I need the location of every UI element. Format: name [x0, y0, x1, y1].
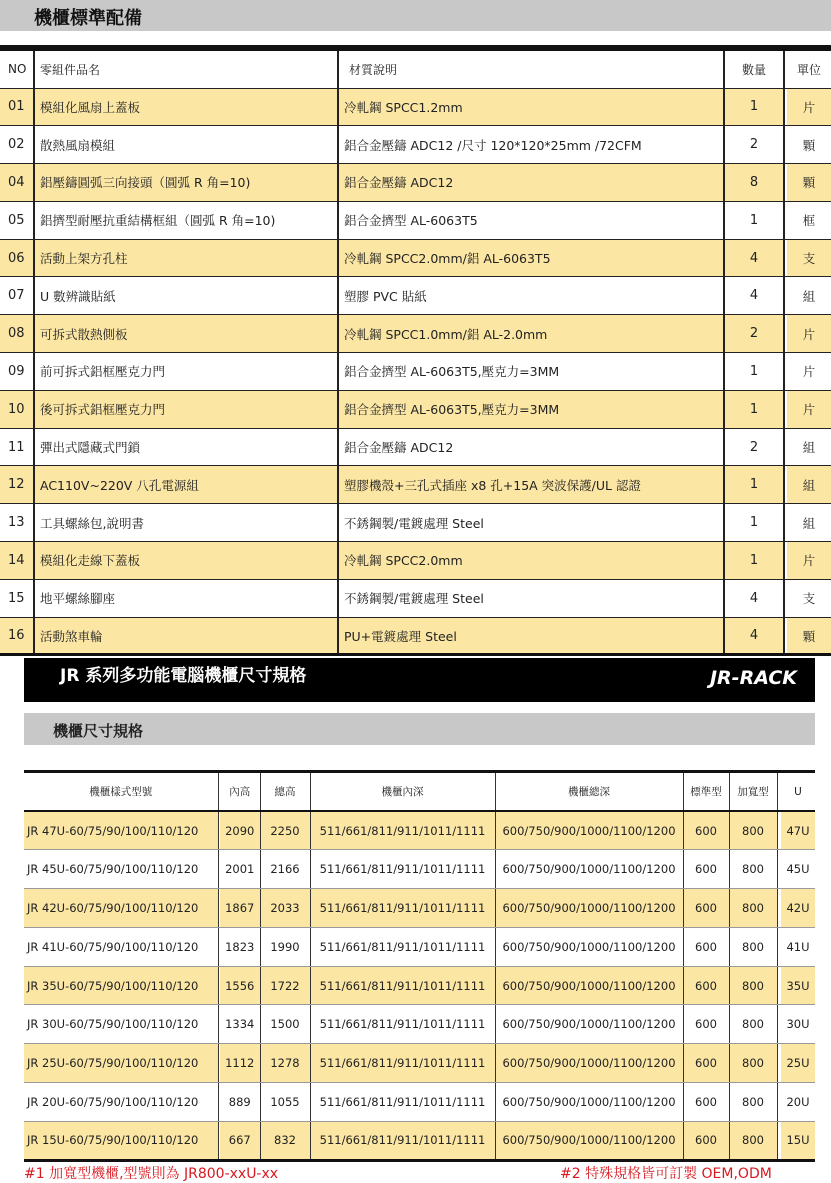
header-qty: 數量: [724, 51, 784, 88]
part-no: 04: [0, 164, 34, 202]
parts-row: [0, 277, 831, 315]
part-material: 鋁合金擠型 AL-6063T5,壓克力=3MM: [338, 390, 724, 428]
header-material: 材質說明: [338, 51, 724, 88]
part-material: 不銹鋼製/電鍍處理 Steel: [338, 504, 724, 542]
part-no: 08: [0, 315, 34, 353]
part-material: 塑膠機殼+三孔式插座 x8 孔+15A 突波保護/UL 認證: [338, 466, 724, 504]
part-name: 可拆式散熱側板: [34, 315, 338, 353]
dim-standard: 600: [683, 927, 729, 966]
part-qty: 1: [724, 88, 784, 126]
part-material: 鋁合金壓鑄 ADC12 /尺寸 120*120*25mm /72CFM: [338, 126, 724, 164]
part-unit: 支: [787, 239, 831, 277]
dims-row: [24, 1121, 815, 1160]
dim-total-depth: 600/750/900/1000/1100/1200: [495, 927, 683, 966]
dim-inner-height: 1867: [220, 889, 260, 928]
dim-standard: 600: [683, 889, 729, 928]
part-qty: 2: [724, 315, 784, 353]
part-no: 05: [0, 201, 34, 239]
part-unit: 顆: [787, 164, 831, 202]
parts-row: [0, 579, 831, 617]
dim-wide: 800: [729, 1005, 777, 1044]
dim-inner-height: 2001: [220, 850, 260, 889]
part-material: 冷軋鋼 SPCC2.0mm/鋁 AL-6063T5: [338, 239, 724, 277]
header-unit: 單位: [787, 51, 831, 88]
part-no: 13: [0, 504, 34, 542]
part-material: 塑膠 PVC 貼紙: [338, 277, 724, 315]
part-unit: 支: [787, 579, 831, 617]
dim-inner-depth: 511/661/811/911/1011/1111: [310, 889, 495, 928]
dim-total-height: 1278: [260, 1044, 310, 1083]
part-unit: 組: [787, 504, 831, 542]
dim-total-height: 2033: [260, 889, 310, 928]
part-material: PU+電鍍處理 Steel: [338, 617, 724, 655]
dim-wide: 800: [729, 1121, 777, 1160]
dim-u: 47U: [781, 811, 815, 850]
part-material: 鋁合金擠型 AL-6063T5,壓克力=3MM: [338, 353, 724, 391]
dim-inner-height: 2090: [220, 811, 260, 850]
dims-row: [24, 1044, 815, 1083]
dim-total-height: 2250: [260, 811, 310, 850]
part-no: 10: [0, 390, 34, 428]
dim-inner-height: 1334: [220, 1005, 260, 1044]
part-name: U 數辨識貼紙: [34, 277, 338, 315]
series-banner: [24, 658, 815, 702]
part-name: 地平螺絲腳座: [34, 579, 338, 617]
parts-row: [0, 164, 831, 202]
dim-inner-depth: 511/661/811/911/1011/1111: [310, 1005, 495, 1044]
part-qty: 4: [724, 579, 784, 617]
dim-total-depth: 600/750/900/1000/1100/1200: [495, 850, 683, 889]
dims-row: [24, 889, 815, 928]
part-qty: 1: [724, 466, 784, 504]
dim-model: JR 30U-60/75/90/100/110/120: [24, 1005, 218, 1044]
parts-row: [0, 315, 831, 353]
dim-total-height: 2166: [260, 850, 310, 889]
dims-row: [24, 966, 815, 1005]
dims-row: [24, 811, 815, 850]
parts-table: [0, 51, 831, 656]
part-unit: 片: [787, 315, 831, 353]
part-name: 前可拆式鋁框壓克力門: [34, 353, 338, 391]
parts-row: [0, 542, 831, 580]
parts-row: [0, 617, 831, 655]
part-name: 活動煞車輪: [34, 617, 338, 655]
part-no: 02: [0, 126, 34, 164]
parts-row: [0, 428, 831, 466]
part-unit: 片: [787, 390, 831, 428]
header-model: 機櫃樣式型號: [24, 773, 218, 811]
part-unit: 片: [787, 88, 831, 126]
dim-inner-height: 889: [220, 1083, 260, 1122]
dim-model: JR 41U-60/75/90/100/110/120: [24, 927, 218, 966]
dim-standard: 600: [683, 850, 729, 889]
part-material: 鋁合金擠型 AL-6063T5: [338, 201, 724, 239]
part-qty: 1: [724, 353, 784, 391]
dim-total-depth: 600/750/900/1000/1100/1200: [495, 1044, 683, 1083]
part-name: 模組化走線下蓋板: [34, 542, 338, 580]
part-unit: 顆: [787, 126, 831, 164]
part-qty: 2: [724, 428, 784, 466]
header-total-depth: 機櫃總深: [495, 773, 683, 811]
series-title: JR 系列多功能電腦機櫃尺寸規格: [60, 666, 307, 686]
dim-wide: 800: [729, 1083, 777, 1122]
dim-u: 41U: [781, 927, 815, 966]
header-inner-depth: 機櫃內深: [310, 773, 495, 811]
dim-wide: 800: [729, 1044, 777, 1083]
part-material: 冷軋鋼 SPCC1.2mm: [338, 88, 724, 126]
part-qty: 4: [724, 617, 784, 655]
part-name: 後可拆式鋁框壓克力門: [34, 390, 338, 428]
section-title: 機櫃標準配備: [34, 8, 142, 29]
part-no: 01: [0, 88, 34, 126]
dim-model: JR 15U-60/75/90/100/110/120: [24, 1121, 218, 1160]
part-name: 散熱風扇模組: [34, 126, 338, 164]
dim-inner-height: 1823: [220, 927, 260, 966]
header-wide: 加寬型: [729, 773, 777, 811]
dim-u: 35U: [781, 966, 815, 1005]
part-unit: 片: [787, 542, 831, 580]
dim-total-height: 1500: [260, 1005, 310, 1044]
dims-row: [24, 1005, 815, 1044]
part-no: 07: [0, 277, 34, 315]
header-u: U: [781, 773, 815, 811]
dim-standard: 600: [683, 1044, 729, 1083]
dim-inner-depth: 511/661/811/911/1011/1111: [310, 850, 495, 889]
part-name: 彈出式隱藏式門鎖: [34, 428, 338, 466]
part-unit: 組: [787, 466, 831, 504]
dims-row: [24, 1083, 815, 1122]
dim-u: 30U: [781, 1005, 815, 1044]
footnotes: [24, 1163, 815, 1183]
dim-u: 20U: [781, 1083, 815, 1122]
part-qty: 4: [724, 239, 784, 277]
part-name: 模組化風扇上蓋板: [34, 88, 338, 126]
dim-standard: 600: [683, 966, 729, 1005]
part-qty: 1: [724, 542, 784, 580]
dim-model: JR 25U-60/75/90/100/110/120: [24, 1044, 218, 1083]
part-name: 活動上架方孔柱: [34, 239, 338, 277]
parts-row: [0, 239, 831, 277]
dim-wide: 800: [729, 927, 777, 966]
parts-row: [0, 390, 831, 428]
dim-standard: 600: [683, 811, 729, 850]
part-unit: 組: [787, 428, 831, 466]
dim-wide: 800: [729, 811, 777, 850]
dim-model: JR 35U-60/75/90/100/110/120: [24, 966, 218, 1005]
dim-inner-height: 1556: [220, 966, 260, 1005]
part-no: 12: [0, 466, 34, 504]
header-name: 零組件品名: [34, 51, 338, 88]
dim-total-depth: 600/750/900/1000/1100/1200: [495, 889, 683, 928]
dim-inner-depth: 511/661/811/911/1011/1111: [310, 1044, 495, 1083]
dim-total-depth: 600/750/900/1000/1100/1200: [495, 1005, 683, 1044]
part-no: 16: [0, 617, 34, 655]
header-inner-height: 內高: [220, 773, 260, 811]
parts-row: [0, 353, 831, 391]
dims-header-row: [24, 773, 815, 811]
dim-inner-depth: 511/661/811/911/1011/1111: [310, 927, 495, 966]
part-no: 09: [0, 353, 34, 391]
header-total-height: 總高: [260, 773, 310, 811]
dim-standard: 600: [683, 1083, 729, 1122]
note-custom-oem: #2 特殊規格皆可訂製 OEM,ODM: [560, 1166, 772, 1182]
dim-u: 25U: [781, 1044, 815, 1083]
part-qty: 8: [724, 164, 784, 202]
dim-model: JR 20U-60/75/90/100/110/120: [24, 1083, 218, 1122]
part-unit: 框: [787, 201, 831, 239]
part-unit: 顆: [787, 617, 831, 655]
part-qty: 1: [724, 390, 784, 428]
part-qty: 2: [724, 126, 784, 164]
dim-inner-depth: 511/661/811/911/1011/1111: [310, 966, 495, 1005]
part-material: 冷軋鋼 SPCC2.0mm: [338, 542, 724, 580]
part-no: 14: [0, 542, 34, 580]
parts-row: [0, 88, 831, 126]
dim-inner-depth: 511/661/811/911/1011/1111: [310, 811, 495, 850]
part-name: AC110V~220V 八孔電源組: [34, 466, 338, 504]
part-material: 鋁合金壓鑄 ADC12: [338, 428, 724, 466]
dims-table: [24, 773, 815, 1162]
parts-row: [0, 126, 831, 164]
dim-inner-depth: 511/661/811/911/1011/1111: [310, 1083, 495, 1122]
part-qty: 1: [724, 201, 784, 239]
part-name: 鋁擠型耐壓抗重結構框組（圓弧 R 角=10): [34, 201, 338, 239]
dim-model: JR 42U-60/75/90/100/110/120: [24, 889, 218, 928]
part-name: 工具螺絲包,說明書: [34, 504, 338, 542]
dim-total-height: 832: [260, 1121, 310, 1160]
dim-total-depth: 600/750/900/1000/1100/1200: [495, 966, 683, 1005]
part-name: 鋁壓鑄圓弧三向接頭（圓弧 R 角=10): [34, 164, 338, 202]
dims-title-bar: [24, 713, 815, 745]
part-no: 11: [0, 428, 34, 466]
dim-u: 15U: [781, 1121, 815, 1160]
dim-u: 45U: [781, 850, 815, 889]
parts-row: [0, 466, 831, 504]
dim-standard: 600: [683, 1005, 729, 1044]
dim-u: 42U: [781, 889, 815, 928]
dim-total-depth: 600/750/900/1000/1100/1200: [495, 1121, 683, 1160]
part-unit: 片: [787, 353, 831, 391]
dim-wide: 800: [729, 966, 777, 1005]
dim-total-height: 1055: [260, 1083, 310, 1122]
dim-inner-height: 1112: [220, 1044, 260, 1083]
dims-title: 機櫃尺寸規格: [53, 722, 144, 740]
brand-logo: JR-RACK: [709, 667, 797, 689]
dim-total-height: 1722: [260, 966, 310, 1005]
dims-row: [24, 927, 815, 966]
section-title-bar: [0, 0, 831, 31]
dim-inner-height: 667: [220, 1121, 260, 1160]
dim-inner-depth: 511/661/811/911/1011/1111: [310, 1121, 495, 1160]
header-standard: 標準型: [683, 773, 729, 811]
header-no: NO: [0, 51, 34, 88]
dim-model: JR 45U-60/75/90/100/110/120: [24, 850, 218, 889]
parts-row: [0, 504, 831, 542]
note-wide-model: #1 加寬型機櫃,型號則為 JR800-xxU-xx: [24, 1166, 279, 1182]
dim-total-height: 1990: [260, 927, 310, 966]
parts-row: [0, 201, 831, 239]
parts-header-row: [0, 51, 831, 88]
dim-wide: 800: [729, 889, 777, 928]
dim-wide: 800: [729, 850, 777, 889]
part-material: 不銹鋼製/電鍍處理 Steel: [338, 579, 724, 617]
dim-total-depth: 600/750/900/1000/1100/1200: [495, 1083, 683, 1122]
part-material: 冷軋鋼 SPCC1.0mm/鋁 AL-2.0mm: [338, 315, 724, 353]
dim-standard: 600: [683, 1121, 729, 1160]
part-no: 15: [0, 579, 34, 617]
dim-total-depth: 600/750/900/1000/1100/1200: [495, 811, 683, 850]
part-qty: 4: [724, 277, 784, 315]
part-material: 鋁合金壓鑄 ADC12: [338, 164, 724, 202]
dims-row: [24, 850, 815, 889]
dim-model: JR 47U-60/75/90/100/110/120: [24, 811, 218, 850]
part-unit: 組: [787, 277, 831, 315]
part-qty: 1: [724, 504, 784, 542]
part-no: 06: [0, 239, 34, 277]
